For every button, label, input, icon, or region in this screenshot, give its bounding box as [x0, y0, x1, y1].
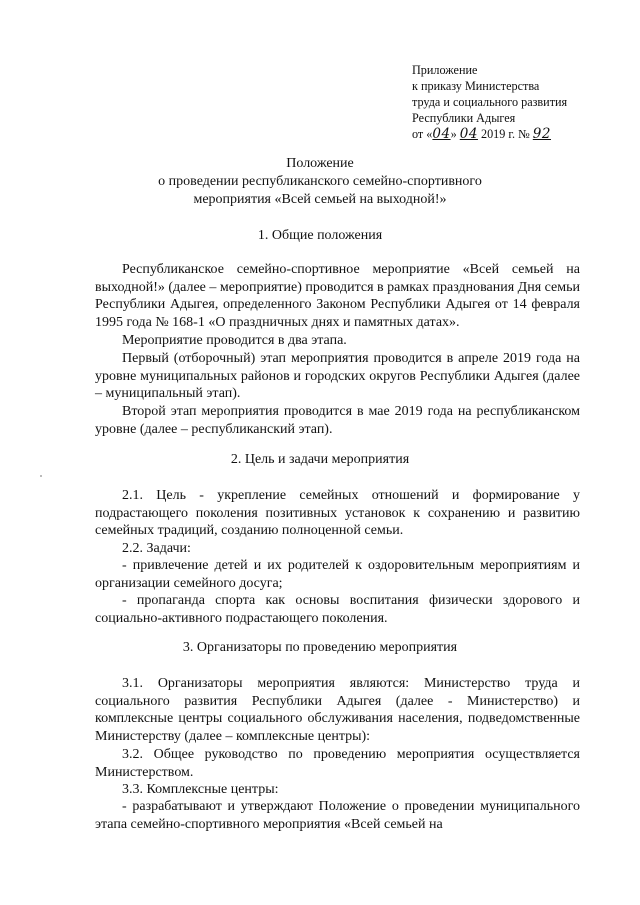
section-2-paragraph-2: 2.2. Задачи:: [122, 541, 191, 556]
order-number: 92: [532, 126, 551, 142]
date-month: 04: [459, 126, 478, 142]
appendix-line-1: Приложение: [412, 63, 478, 77]
section-3-paragraph-2: 3.2. Общее руководство по проведению мероприятия осуществляется Министерством.: [95, 747, 580, 780]
section-2-paragraph-3: - привлечение детей и их родителей к оздоровительным мероприятиям и организации семейного досуга;: [95, 558, 580, 591]
section-1-paragraph-2: Мероприятие проводится в два этапа.: [122, 333, 347, 348]
date-day: 04: [432, 126, 451, 142]
scan-speck: [40, 475, 42, 477]
section-3-paragraph-3: 3.3. Комплексные центры:: [122, 782, 279, 797]
section-1-heading: 1. Общие положения: [257, 228, 383, 243]
section-2-paragraph-1: 2.1. Цель - укрепление семейных отношений и формирование у подрастающего поколения позитивных установок к сохранению и развитию семейных традиций, созданию полноценной семьи.: [95, 488, 580, 539]
section-2-heading: 2. Цель и задачи мероприятия: [230, 452, 410, 467]
section-1-paragraph-1: Республиканское семейно-спортивное мероприятие «Всей семьей на выходной!» (далее – мероприятие) проводится в рамках празднования Дня семьи Республики Адыгея, определенного Законом Республики Адыгея от 14 февраля 1995 года № 168-1 «О праздничных днях и памятных датах».: [95, 262, 580, 330]
date-year: 2019 г. №: [477, 127, 533, 141]
title-line-1: Положение: [286, 156, 354, 171]
section-1-paragraph-4: Второй этап мероприятия проводится в мае 2019 года на республиканском уровне (далее – республиканский этап).: [95, 404, 580, 437]
title-line-2: о проведении республиканского семейно-спортивного: [158, 174, 482, 189]
document-title: [80, 155, 560, 209]
date-prefix: от «: [412, 127, 433, 141]
section-1-paragraph-3: Первый (отборочный) этап мероприятия проводится в апреле 2019 года на уровне муниципальных районов и городских округов Республики Адыгея (далее – муниципальный этап).: [95, 351, 580, 402]
appendix-date-line: [412, 126, 622, 142]
section-3-heading: 3. Организаторы по проведению мероприятия: [182, 640, 458, 655]
section-2-paragraph-4: - пропаганда спорта как основы воспитания физически здорового и социально-активного подрастающего поколения.: [95, 593, 580, 626]
appendix-block: [412, 62, 622, 142]
appendix-line-3: труда и социального развития: [412, 95, 568, 109]
title-line-3: мероприятия «Всей семьей на выходной!»: [193, 192, 447, 207]
section-3-paragraph-4: - разрабатывают и утверждают Положение о проведении муниципального этапа семейно-спортивного мероприятия «Всей семьей на: [95, 799, 580, 832]
section-3-paragraph-1: 3.1. Организаторы мероприятия являются: Министерство труда и социального развития Республики Адыгея (далее - Министерство) и комплексные центры социального обслуживания населения, подведомственные Министерству (далее – комплексные центры):: [95, 676, 580, 744]
appendix-line-4: Республики Адыгея: [412, 111, 516, 125]
date-mid: »: [450, 127, 460, 141]
appendix-line-2: к приказу Министерства: [412, 79, 540, 93]
